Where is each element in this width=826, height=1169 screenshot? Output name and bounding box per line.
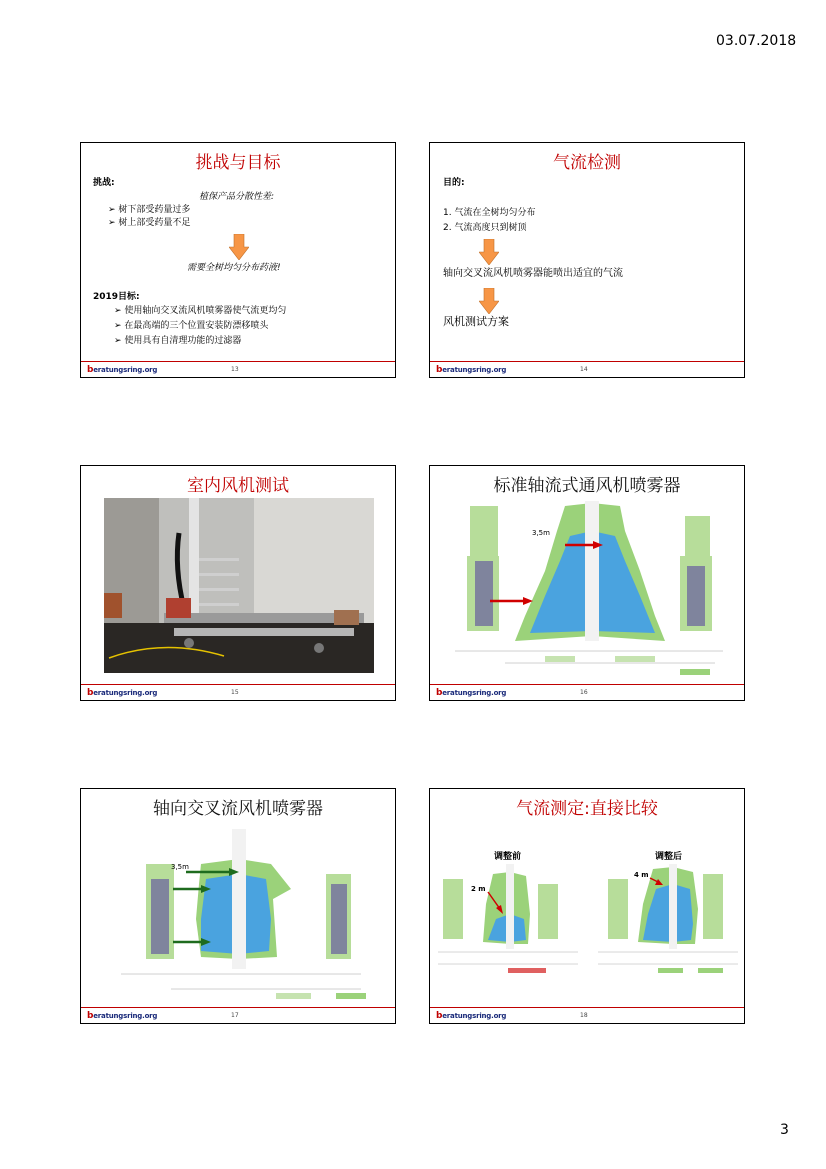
logo: beratungsring.org	[87, 365, 158, 375]
slide-number: 16	[580, 689, 588, 696]
goal-label: 2019目标:	[93, 292, 140, 302]
height-label: 3,5m	[171, 863, 189, 871]
challenge-label: 挑战:	[93, 178, 115, 188]
slide-14	[429, 142, 745, 378]
airflow-profile-chart	[101, 829, 379, 1005]
challenge-item: ➢ 树下部受药量过多	[108, 205, 191, 215]
challenge-item: ➢ 树上部受药量不足	[108, 218, 191, 228]
slide-number: 15	[231, 689, 239, 696]
slide-number: 18	[580, 1012, 588, 1019]
slide-13	[80, 142, 396, 378]
before-chart	[438, 864, 578, 979]
logo: beratungsring.org	[436, 365, 507, 375]
slide-18	[429, 788, 745, 1024]
goal-item: ➢ 在最高端的三个位置安装防漂移喷头	[114, 321, 269, 331]
down-arrow-icon	[229, 234, 249, 260]
need-text: 需要全树均匀分布药液!	[187, 263, 281, 273]
after-height-label: 4 m	[634, 871, 649, 879]
slide-16	[429, 465, 745, 701]
aim-item: 1. 气流在全树均匀分布	[443, 208, 536, 218]
footer-line	[81, 684, 395, 685]
page-number: 3	[780, 1122, 789, 1138]
aim-label: 目的:	[443, 178, 465, 188]
logo: beratungsring.org	[87, 688, 158, 698]
height-label: 3,5m	[532, 529, 550, 537]
after-chart	[598, 864, 738, 979]
slide-title: 轴向交叉流风机喷雾器	[153, 799, 323, 819]
down-arrow-icon	[479, 288, 499, 314]
statement-text: 轴向交叉流风机喷雾器能喷出适宜的气流	[443, 268, 623, 279]
aim-item: 2. 气流高度只到树顶	[443, 223, 527, 233]
plan-text: 风机测试方案	[443, 315, 509, 328]
slide-title: 气流检测	[553, 153, 621, 173]
footer-line	[81, 361, 395, 362]
airflow-profile-chart	[455, 501, 723, 683]
slide-title: 标准轴流式通风机喷雾器	[493, 476, 681, 496]
logo: beratungsring.org	[87, 1011, 158, 1021]
before-label: 调整前	[494, 852, 522, 862]
slide-17	[80, 788, 396, 1024]
goal-item: ➢ 使用轴向交叉流风机喷雾器使气流更均匀	[114, 306, 287, 316]
challenge-subtitle: 植保产品分散性差:	[199, 192, 275, 202]
header-date: 03.07.2018	[716, 33, 797, 49]
down-arrow-icon	[479, 239, 499, 265]
footer-line	[430, 1007, 744, 1008]
slide-number: 17	[231, 1012, 239, 1019]
slide-title: 挑战与目标	[195, 153, 281, 173]
slide-15	[80, 465, 396, 701]
logo: beratungsring.org	[436, 688, 507, 698]
before-height-label: 2 m	[471, 885, 486, 893]
logo: beratungsring.org	[436, 1011, 507, 1021]
footer-line	[430, 684, 744, 685]
slide-title: 气流测定:直接比较	[516, 799, 658, 819]
after-label: 调整后	[655, 852, 683, 862]
footer-line	[430, 361, 744, 362]
fan-test-photo	[104, 498, 374, 673]
slide-number: 14	[580, 366, 588, 373]
slide-title: 室内风机测试	[187, 476, 289, 496]
slide-number: 13	[231, 366, 239, 373]
goal-item: ➢ 使用具有自清理功能的过滤器	[114, 336, 242, 346]
footer-line	[81, 1007, 395, 1008]
